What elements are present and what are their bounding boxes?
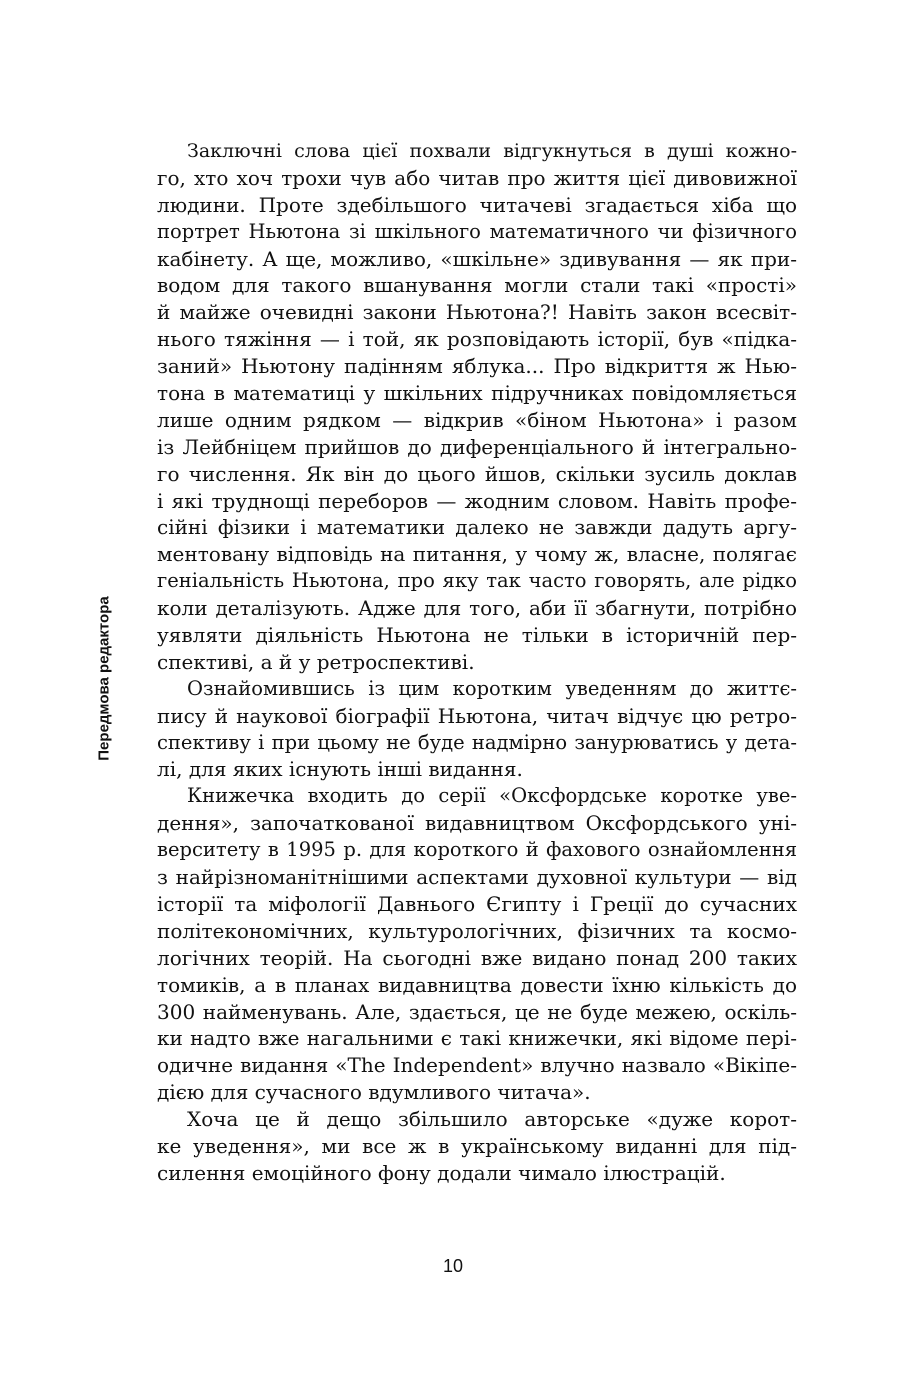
page-number: 10: [442, 1256, 464, 1276]
text-line: одичне видання «The Independent» влучно назвало «Вікіпе-: [157, 1053, 797, 1078]
text-line: з найрізноманітнішими аспектами духовної культури — від: [157, 865, 797, 890]
text-line: ментовану відповідь на питання, у чому ж, власне, полягає: [157, 542, 797, 567]
main-text: [157, 138, 797, 1187]
text-line: спективу і при цьому не буде надмірно занурюватись у дета-: [157, 730, 797, 754]
text-line: силення емоційного фону додали чимало ілюстрацій.: [157, 1160, 726, 1185]
text-line: Заключні слова цієї похвали відгукнуться в душі кожно-: [187, 140, 797, 162]
text-line: логічних теорій. На сьогодні вже видано понад 200 таких: [157, 945, 797, 970]
text-line: кабінету. А ще, можливо, «шкільне» здивування — як при-: [157, 246, 797, 271]
paragraph: [157, 783, 797, 1106]
text-line: дією для сучасного вдумливого читача».: [157, 1080, 591, 1105]
running-head-text: Передмова редактора: [95, 595, 113, 761]
text-line: людини. Проте здебільшого читачеві згадається хіба що: [157, 192, 797, 217]
text-line: го, хто хоч трохи чув або читав про життя цієї дивовижної: [157, 165, 797, 190]
running-head-vertical: [84, 595, 124, 761]
paragraph: [157, 138, 797, 676]
text-line: політекономічних, культурологічних, фізичних та космо-: [157, 918, 797, 943]
paragraph: [157, 1106, 797, 1187]
text-line: лі, для яких існують інші видання.: [157, 757, 523, 782]
text-line: коли деталізують. Адже для того, аби її збагнути, потрібно: [157, 596, 797, 621]
text-line: Хоча це й дещо збільшило авторське «дуже корот-: [187, 1107, 797, 1132]
text-line: портрет Ньютона зі шкільного математичного чи фізичного: [157, 219, 797, 243]
text-line: Ознайомившись із цим коротким уведенням до життє-: [187, 676, 797, 700]
text-line: і які труднощі переборов — жодним словом. Навіть профе-: [157, 488, 797, 513]
text-line: уявляти діяльність Ньютона не тільки в історичній пер-: [157, 623, 797, 648]
text-line: сійні фізики і математики далеко не завжди дадуть аргу-: [157, 515, 797, 540]
text-line: Книжечка входить до серії «Оксфордське коротке уве-: [187, 784, 797, 808]
text-line: й майже очевидні закони Ньютона?! Навіть закон всесвіт-: [157, 300, 797, 325]
text-line: дення», започаткованої видавництвом Оксфордського уні-: [157, 811, 797, 836]
text-line: історії та міфології Давнього Єгипту і Греції до сучасних: [157, 891, 797, 916]
text-line: геніальність Ньютона, про яку так часто говорять, але рідко: [157, 569, 797, 593]
paragraph: [157, 676, 797, 784]
text-line: 300 найменувань. Але, здається, це не буде межею, оскіль-: [157, 999, 797, 1024]
text-line: нього тяжіння — і той, як розповідають історії, був «підка-: [157, 327, 797, 352]
text-line: томиків, а в планах видавництва довести їхню кількість до: [157, 972, 797, 997]
text-line: із Лейбніцем прийшов до диференціального й інтегрально-: [157, 434, 797, 459]
text-line: лише одним рядком — відкрив «біном Ньютона» і разом: [157, 407, 797, 432]
text-line: заний» Ньютону падінням яблука... Про відкриття ж Нью-: [157, 354, 797, 379]
text-line: тона в математиці у шкільних підручниках повідомляється: [157, 381, 797, 406]
text-line: пису й наукової біографії Ньютона, читач відчує цю ретро-: [157, 703, 797, 728]
text-line: спективі, а й у ретроспективі.: [157, 649, 475, 674]
text-line: ке уведення», ми все ж в українському виданні для під-: [157, 1133, 797, 1158]
text-line: ки надто вже нагальними є такі книжечки, які відоме пері-: [157, 1026, 797, 1051]
text-line: верситету в 1995 р. для короткого й фахового ознайомлення: [157, 838, 797, 862]
text-line: го числення. Як він до цього йшов, скільки зусиль доклав: [157, 461, 797, 486]
text-line: водом для такого вшанування могли стали такі «прості»: [157, 273, 797, 298]
